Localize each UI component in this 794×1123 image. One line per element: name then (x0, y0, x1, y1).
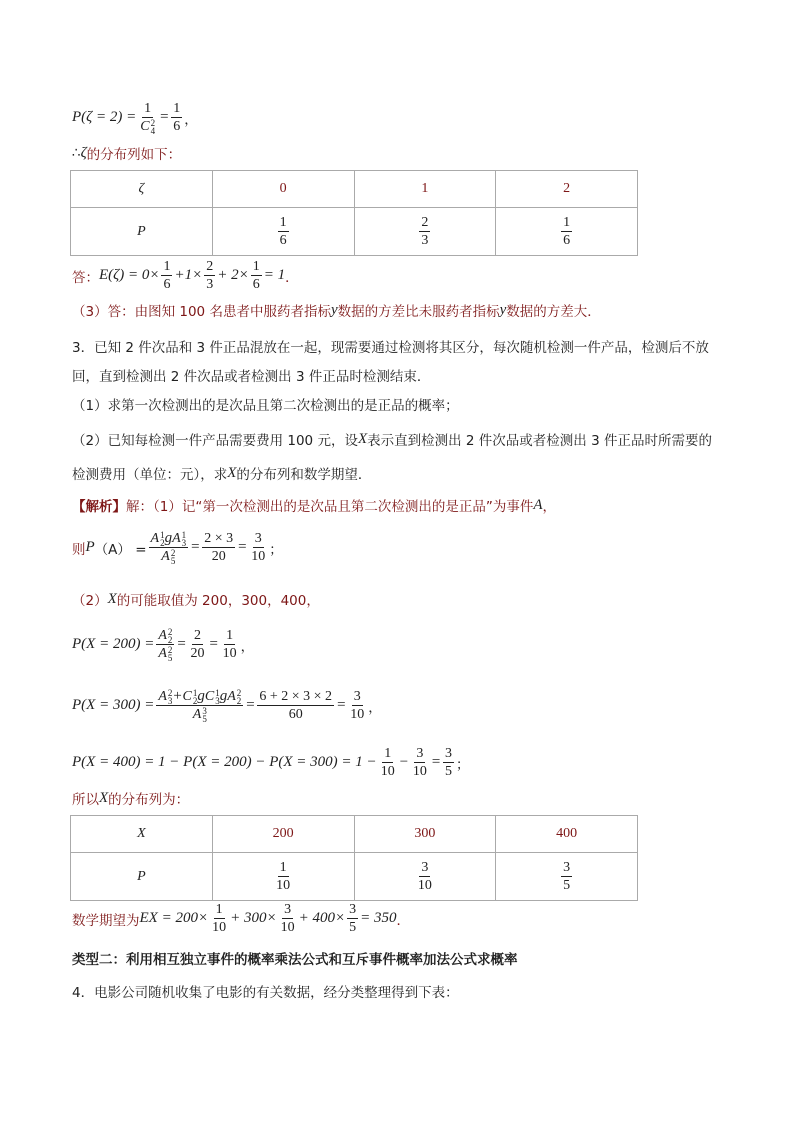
subscript: 2 (160, 537, 165, 548)
denominator: 3 (421, 233, 429, 248)
subscript: 5 (170, 555, 176, 566)
superscript: 1 (192, 687, 198, 698)
text-line (72, 981, 459, 1001)
superscript: 2 (167, 687, 173, 698)
text-run: 所以 (72, 792, 99, 808)
fraction (411, 745, 429, 780)
math-text: 5 (349, 920, 357, 935)
math-text: P (85, 539, 95, 555)
numerator: 1 (279, 215, 287, 230)
text-run: ． (285, 269, 299, 286)
fraction (561, 214, 572, 249)
fraction (274, 859, 292, 894)
numerator (382, 745, 393, 763)
subscript: 5 (167, 652, 173, 663)
subscript: 2 (236, 695, 242, 706)
math-text: 10 (280, 920, 295, 935)
numerator (171, 100, 182, 118)
numerator (224, 627, 235, 645)
denominator (249, 548, 267, 565)
math-symbol (158, 645, 172, 662)
text-run: ， (368, 699, 382, 716)
text-line (72, 394, 459, 414)
text-run: 的分布列和数学期望． (236, 467, 372, 483)
table-cell: P (71, 208, 213, 256)
math-text: 1 (384, 746, 392, 761)
fraction (347, 901, 358, 936)
zeta-distribution-table (70, 170, 638, 256)
math-text: 3 (284, 902, 292, 917)
denominator (379, 763, 397, 780)
fraction (279, 901, 297, 936)
denominator (279, 919, 297, 936)
table-cell (212, 853, 354, 901)
text-run: ； (455, 756, 470, 773)
math-text: 10 (251, 549, 266, 564)
numerator: 2 (421, 215, 429, 230)
table-cell (354, 208, 496, 256)
denominator: 10 (417, 878, 432, 893)
superscript: 2 (150, 117, 156, 128)
denominator (210, 919, 228, 936)
text-run: ． (396, 912, 410, 929)
math-symbol (193, 706, 207, 723)
text-run: 4．电影公司随机收集了电影的有关数据，经分类整理得到下表： (72, 985, 459, 1001)
symbol-base: A (192, 707, 202, 722)
table-header-row (71, 171, 638, 208)
superscript: 1 (160, 529, 165, 540)
math-symbol (158, 627, 172, 644)
denominator: 10 (276, 878, 291, 893)
text-line (72, 627, 254, 662)
text-line (72, 948, 518, 968)
subscript: 4 (150, 125, 156, 136)
numerator (352, 688, 363, 706)
table-cell: 300 (354, 816, 496, 853)
table-cell: P (71, 853, 213, 901)
math-text: − (398, 754, 409, 770)
math-text: 3 (416, 746, 424, 761)
fraction (348, 688, 366, 723)
math-text: 60 (288, 707, 303, 722)
text-run: （1）求第一次检测出的是次品且第二次检测出的是正品的概率； (72, 398, 459, 414)
symbol-base: A (158, 646, 167, 661)
denominator (443, 763, 454, 780)
denominator (287, 706, 305, 723)
text-run: （2）已知每检测一件产品需要费用 100 元，设 (72, 433, 358, 449)
math-text: 1 (173, 101, 181, 116)
symbol-base: A (227, 689, 236, 704)
subscript: 5 (202, 713, 207, 724)
text-line (72, 336, 709, 356)
fraction (171, 100, 182, 135)
text-run: ， (240, 638, 255, 655)
math-text: P(X = 400) = 1 − P(X = 200) − P(X = 300) = 1 − (72, 754, 377, 770)
superscript: 2 (167, 626, 173, 637)
denominator: 6 (563, 233, 571, 248)
math-text: 2 (206, 259, 214, 274)
math-symbol (205, 688, 220, 705)
numerator: 1 (279, 860, 287, 875)
text-run: （2） (72, 593, 108, 609)
math-text: = (430, 754, 441, 770)
math-text: ζ (80, 144, 87, 161)
math-text: = (237, 539, 248, 555)
numerator (347, 901, 358, 919)
table-cell: X (71, 816, 213, 853)
text-run: 数据的方差大． (506, 304, 601, 320)
superscript: 2 (167, 644, 173, 655)
fraction (257, 688, 334, 723)
table-cell: 1 (354, 171, 496, 208)
math-text: 10 (350, 707, 365, 722)
text-run: 检测费用（单位：元），求 (72, 467, 228, 483)
denominator: 6 (279, 233, 287, 248)
math-text: 6 + 2 × 3 × 2 (259, 689, 333, 704)
fraction (278, 214, 289, 249)
superscript: 2 (170, 547, 176, 558)
text-run: 的分布列如下： (86, 147, 182, 163)
math-text: 1 (144, 101, 152, 116)
fraction (379, 745, 397, 780)
numerator: 3 (421, 860, 429, 875)
math-text: X (99, 789, 109, 806)
text-line (72, 901, 410, 936)
text-run: 数据的方差比未服药者指标 (337, 304, 500, 320)
math-text: 10 (212, 920, 227, 935)
math-text: 3 (254, 531, 262, 546)
fraction (189, 627, 207, 662)
sup-sub (151, 119, 156, 135)
fraction (210, 901, 228, 936)
text-run: （3）答：由图知 100 名患者中服药者指标 (72, 304, 331, 320)
table-row (71, 208, 638, 256)
math-text: = 350 (360, 910, 397, 926)
math-text: X (357, 430, 368, 447)
text-run: ， (542, 499, 556, 515)
math-text: P(X = 300) = (72, 697, 155, 713)
math-text: E(ζ) = 0× (99, 267, 160, 283)
math-text: = (159, 109, 170, 125)
numerator (414, 745, 425, 763)
math-text: 10 (412, 764, 427, 779)
text-run: （A） = (94, 541, 147, 558)
subscript: 3 (215, 695, 220, 706)
text-run: 类型二：利用相互独立事件的概率乘法公式和互斥事件概率加法公式求概率 (72, 952, 518, 968)
sup-sub (168, 646, 173, 662)
math-symbol (158, 688, 172, 705)
numerator (204, 258, 215, 276)
numerator (161, 258, 172, 276)
math-text: 10 (380, 764, 395, 779)
math-text: 3 (349, 902, 357, 917)
fraction (249, 530, 267, 565)
math-text: + (172, 688, 183, 704)
text-run: ， (184, 111, 198, 128)
table-cell: 0 (212, 171, 354, 208)
math-text: 1 (215, 902, 223, 917)
text-run: 的分布列为： (108, 792, 190, 808)
text-line (72, 258, 299, 293)
numerator (202, 530, 235, 548)
math-text: 3 (444, 746, 452, 761)
numerator (142, 100, 153, 118)
denominator (210, 548, 228, 565)
numerator (149, 530, 189, 548)
math-text: P(ζ = 2) = (72, 109, 137, 125)
math-text: 3 (353, 689, 361, 704)
text-line (72, 365, 430, 385)
numerator (156, 627, 174, 645)
text-run: 【解析】 (72, 499, 126, 515)
subscript: 2 (167, 634, 173, 645)
symbol-base: C (140, 119, 150, 134)
text-run: 3．已知 2 件次品和 3 件正品混放在一起，现需要通过检测将其区分，每次随机检测一件产品，检测后不放 (72, 340, 709, 356)
math-text: g (219, 688, 228, 704)
x-distribution-table (70, 815, 638, 901)
fraction (419, 214, 430, 249)
math-symbol (161, 548, 175, 565)
fraction (443, 745, 454, 780)
denominator (191, 706, 209, 723)
math-text: 1 (226, 628, 234, 643)
text-line (72, 300, 601, 320)
math-text: 20 (190, 646, 205, 661)
superscript: 1 (215, 687, 220, 698)
text-run: 则 (72, 541, 86, 558)
sup-sub (202, 707, 207, 723)
math-text: + 2× (217, 267, 249, 283)
text-line (72, 100, 198, 135)
math-text: 6 (163, 277, 171, 292)
symbol-base: A (172, 531, 181, 546)
fraction (138, 100, 157, 135)
denominator (161, 276, 172, 293)
denominator (411, 763, 429, 780)
math-text: 2 × 3 (204, 531, 234, 546)
text-line (72, 143, 181, 163)
numerator (214, 901, 225, 919)
math-text: = (190, 539, 201, 555)
numerator (156, 688, 243, 706)
denominator (159, 548, 177, 565)
table-cell: ζ (71, 171, 213, 208)
math-text: 20 (211, 549, 226, 564)
math-text: 6 (173, 119, 181, 134)
symbol-base: C (182, 689, 192, 704)
math-text: A (533, 496, 543, 513)
fraction (221, 627, 239, 662)
math-text: 1 (252, 259, 260, 274)
math-text: EX = 200× (139, 910, 209, 926)
math-text: + 300× (230, 910, 277, 926)
text-run: 表示直到检测出 2 件次品或者检测出 3 件正品时所需要的 (367, 433, 712, 449)
denominator (348, 706, 366, 723)
fraction (161, 258, 172, 293)
text-run: 的可能取值为 200，300，400， (116, 593, 320, 609)
math-symbol (172, 530, 186, 547)
math-symbol (140, 118, 155, 135)
sup-sub (182, 531, 187, 547)
sup-sub (168, 628, 173, 644)
denominator (204, 276, 215, 293)
table-cell: 400 (496, 816, 638, 853)
fraction (149, 530, 189, 565)
text-run: ∴ (72, 145, 81, 161)
math-text: 6 (252, 277, 260, 292)
math-text: P(X = 200) = (72, 636, 155, 652)
math-text: = (176, 636, 187, 652)
text-line (72, 429, 712, 449)
math-text: 10 (222, 646, 237, 661)
text-line (72, 589, 320, 609)
text-run: 回，直到检测出 2 件次品或者检测出 3 件正品时检测结束． (72, 369, 431, 385)
table-header-row (71, 816, 638, 853)
symbol-base: C (204, 689, 215, 704)
math-text: 3 (206, 277, 214, 292)
table-cell (496, 208, 638, 256)
math-text: y (499, 301, 507, 318)
denominator (347, 919, 358, 936)
math-text: = (245, 697, 256, 713)
fraction (156, 688, 243, 723)
symbol-base: A (150, 531, 160, 546)
math-symbol (151, 530, 165, 547)
text-line (72, 495, 556, 515)
table-cell: 2 (496, 171, 638, 208)
denominator (156, 645, 174, 662)
text-line (72, 463, 371, 483)
text-line (72, 530, 283, 565)
symbol-base: A (158, 689, 167, 704)
math-text: +1× (174, 267, 203, 283)
subscript: 3 (181, 537, 187, 548)
math-text: + 400× (298, 910, 346, 926)
text-run: 解：（1）记“第一次检测出的是次品且第二次检测出的是正品”为事件 (126, 499, 534, 515)
table-cell (354, 853, 496, 901)
math-text: = 1 (263, 267, 286, 283)
math-text: 2 (194, 628, 201, 643)
math-text: X (227, 464, 237, 481)
numerator (251, 258, 262, 276)
denominator: 5 (563, 878, 571, 893)
math-text: = (336, 697, 347, 713)
numerator (282, 901, 293, 919)
text-run: 数学期望为 (72, 912, 140, 929)
math-text: g (197, 688, 205, 704)
math-text: g (164, 530, 173, 546)
fraction (561, 859, 572, 894)
superscript: 1 (181, 529, 187, 540)
numerator (192, 627, 203, 645)
math-text: X (107, 590, 117, 607)
text-run: 答： (72, 269, 99, 286)
math-symbol (227, 688, 241, 705)
table-row (71, 853, 638, 901)
text-line (72, 688, 382, 723)
numerator (253, 530, 264, 548)
text-run: ； (269, 541, 283, 558)
table-cell: 200 (212, 816, 354, 853)
subscript: 2 (192, 695, 198, 706)
math-text: 5 (444, 764, 452, 779)
fraction (416, 859, 434, 894)
fraction (251, 258, 262, 293)
denominator (189, 645, 207, 662)
math-text: 1 (163, 259, 171, 274)
math-text: y (330, 301, 338, 318)
sup-sub (171, 549, 176, 565)
math-symbol (183, 688, 198, 705)
table-cell (212, 208, 354, 256)
subscript: 3 (167, 695, 173, 706)
numerator (443, 745, 454, 763)
text-line (72, 788, 189, 808)
denominator (138, 118, 157, 135)
fraction (202, 530, 235, 565)
denominator (251, 276, 262, 293)
superscript: 2 (236, 687, 242, 698)
superscript: 3 (202, 705, 207, 716)
fraction (204, 258, 215, 293)
denominator (171, 118, 182, 135)
math-text: = (208, 636, 219, 652)
numerator: 1 (563, 215, 571, 230)
sup-sub (237, 689, 242, 705)
table-cell (496, 853, 638, 901)
numerator (257, 688, 334, 706)
fraction (156, 627, 174, 662)
denominator (221, 645, 239, 662)
text-line (72, 745, 469, 780)
symbol-base: A (161, 549, 170, 564)
symbol-base: A (158, 628, 167, 643)
numerator: 3 (563, 860, 571, 875)
